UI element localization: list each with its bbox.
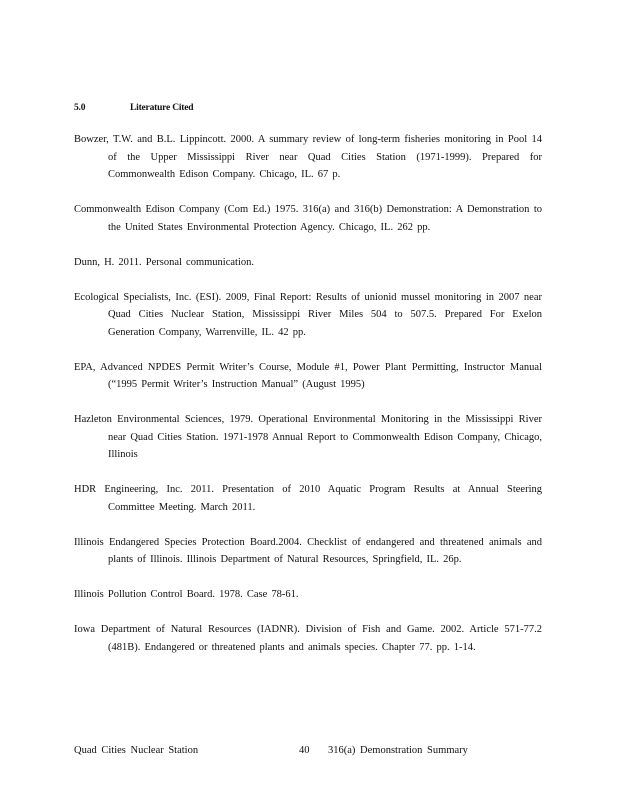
section-number: 5.0 bbox=[74, 103, 86, 113]
reference-entry: Dunn, H. 2011. Personal communication. bbox=[74, 256, 255, 268]
section-title: Literature Cited bbox=[130, 103, 194, 113]
section-heading bbox=[74, 103, 193, 113]
reference-entry: EPA, Advanced NPDES Permit Writer’s Course, Module #1, Power Plant Permitting, Instructor Manual (“1995 Permit Writer’s Instruction Manual” (August 1995) bbox=[74, 361, 542, 390]
reference-list bbox=[74, 131, 542, 674]
reference-entry: Bowzer, T.W. and B.L. Lippincott. 2000. A summary review of long-term fisheries monitoring in Pool 14 of the Upper Mississippi River near Quad Cities Station (1971-1999). Prepared for Commonwealth Edison Company. Chicago, IL. 67 p. bbox=[74, 134, 542, 180]
reference-entry: Iowa Department of Natural Resources (IADNR). Division of Fish and Game. 2002. Article 571-77.2 (481B). Endangered or threatened plants and animals species. Chapter 77. pp. 1-14. bbox=[74, 624, 542, 653]
footer-page-number: 40 bbox=[299, 745, 310, 756]
footer-document-title: 316(a) Demonstration Summary bbox=[328, 745, 468, 756]
reference-entry: Commonwealth Edison Company (Com Ed.) 1975. 316(a) and 316(b) Demonstration: A Demonstration to the United States Environmental Protection Agency. Chicago, IL. 262 pp. bbox=[74, 204, 542, 233]
footer-station-name: Quad Cities Nuclear Station bbox=[74, 745, 199, 756]
reference-entry: HDR Engineering, Inc. 2011. Presentation of 2010 Aquatic Program Results at Annual Steering Committee Meeting. March 2011. bbox=[74, 484, 542, 513]
reference-entry: Ecological Specialists, Inc. (ESI). 2009, Final Report: Results of unionid mussel monitoring in 2007 near Quad Cities Nuclear Station, Mississippi River Miles 504 to 507.5. Prepared For Exelon Generation Company, Warrenville, IL. 42 pp. bbox=[74, 291, 542, 338]
reference-entry: Illinois Pollution Control Board. 1978. Case 78-61. bbox=[74, 589, 299, 600]
reference-entry: Illinois Endangered Species Protection Board.2004. Checklist of endangered and threatened animals and plants of Illinois. Illinois Department of Natural Resources, Springfield, IL. 26p. bbox=[74, 536, 542, 565]
reference-entry: Hazleton Environmental Sciences, 1979. Operational Environmental Monitoring in the Mississippi River near Quad Cities Station. 1971-1978 Annual Report to Commonwealth Edison Company, Chicago, Illinois bbox=[74, 414, 542, 460]
